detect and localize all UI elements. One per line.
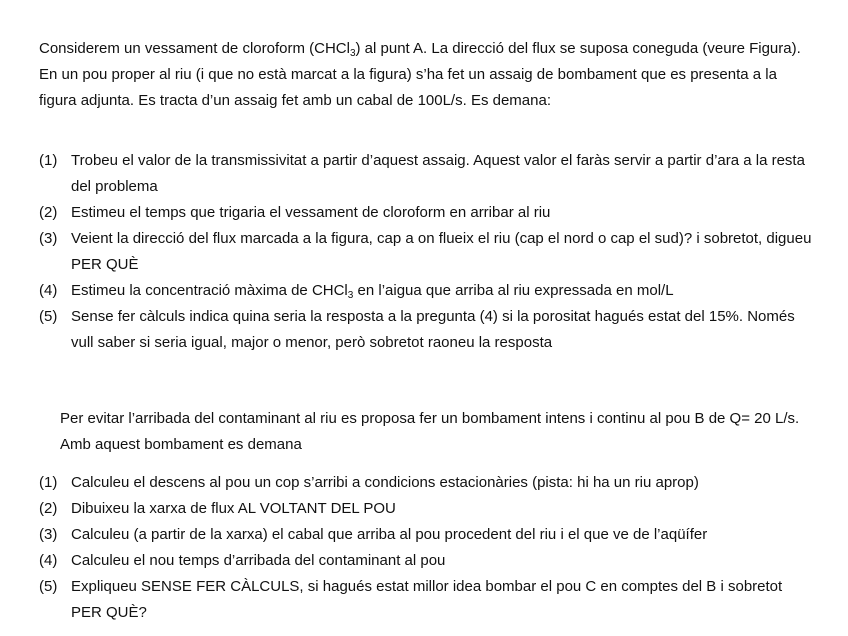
question-item	[39, 304, 814, 356]
question-subscript: 3	[347, 290, 354, 301]
question-text: Calculeu (a partir de la xarxa) el cabal que arriba al pou procedent del riu i el que ve de l’aqüífer	[71, 526, 708, 543]
question-item	[39, 226, 814, 278]
question-number: (3)	[39, 230, 58, 247]
question-number: (2)	[39, 204, 58, 221]
question-text: Veient la direcció del flux marcada a la figura, cap a on flueix el riu (cap el nord o cap el sud)? i sobretot, digueu PER QUÈ	[71, 230, 812, 273]
question-number: (1)	[39, 474, 58, 491]
question-item	[39, 200, 814, 226]
question-item	[39, 496, 814, 522]
question-text: Trobeu el valor de la transmissivitat a partir d’aquest assaig. Aquest valor el faràs servir a partir d’ara a la resta del problema	[71, 152, 805, 195]
question-number: (3)	[39, 526, 58, 543]
question-item	[39, 278, 814, 304]
question-list-2	[39, 470, 814, 626]
question-text: Sense fer càlculs indica quina seria la resposta a la pregunta (4) si la porositat hagués estat del 15%. Només vull saber si seria igual, major o menor, però sobretot raoneu la resposta	[71, 308, 795, 351]
intro-subscript: 3	[349, 48, 356, 59]
question-number: (2)	[39, 500, 58, 517]
question-number: (4)	[39, 282, 58, 299]
question-text: Calculeu el nou temps d’arribada del contaminant al pou	[71, 552, 446, 569]
intro-text-start: Considerem un vessament de cloroform (CHCl	[39, 40, 350, 57]
question-number: (1)	[39, 152, 58, 169]
question-item	[39, 574, 814, 626]
question-list-1	[39, 148, 814, 356]
question-text-start: Estimeu la concentració màxima de CHCl	[71, 282, 348, 299]
question-item	[39, 548, 814, 574]
question-text: Estimeu el temps que trigaria el vessament de cloroform en arribar al riu	[71, 204, 551, 221]
intro-paragraph	[39, 36, 807, 114]
question-item	[39, 522, 814, 548]
second-paragraph: Per evitar l’arribada del contaminant al riu es proposa fer un bombament intens i continu al pou B de Q= 20 L/s. Amb aquest bombament es demana	[60, 410, 800, 453]
question-text: Dibuixeu la xarxa de flux AL VOLTANT DEL POU	[71, 500, 396, 517]
question-text: Expliqueu SENSE FER CÀLCULS, si hagués estat millor idea bombar el pou C en comptes del B i sobretot PER QUÈ?	[71, 578, 783, 621]
question-number: (5)	[39, 308, 58, 325]
intro-text-end: ) al punt A. La direcció del flux se suposa coneguda (veure Figura). En un pou proper al riu (i que no està marcat a la figura) s’ha fet un assaig de bombament que es presenta a la figura adjunta. Es tracta d’un assaig fet amb un cabal de 100L/s. Es demana:	[39, 40, 801, 109]
question-item	[39, 148, 814, 200]
question-text: Calculeu el descens al pou un cop s’arribi a condicions estacionàries (pista: hi ha un riu aprop)	[71, 474, 699, 491]
question-item	[39, 470, 814, 496]
question-number: (5)	[39, 578, 58, 595]
question-text-end: en l’aigua que arriba al riu expressada en mol/L	[353, 282, 674, 299]
question-number: (4)	[39, 552, 58, 569]
